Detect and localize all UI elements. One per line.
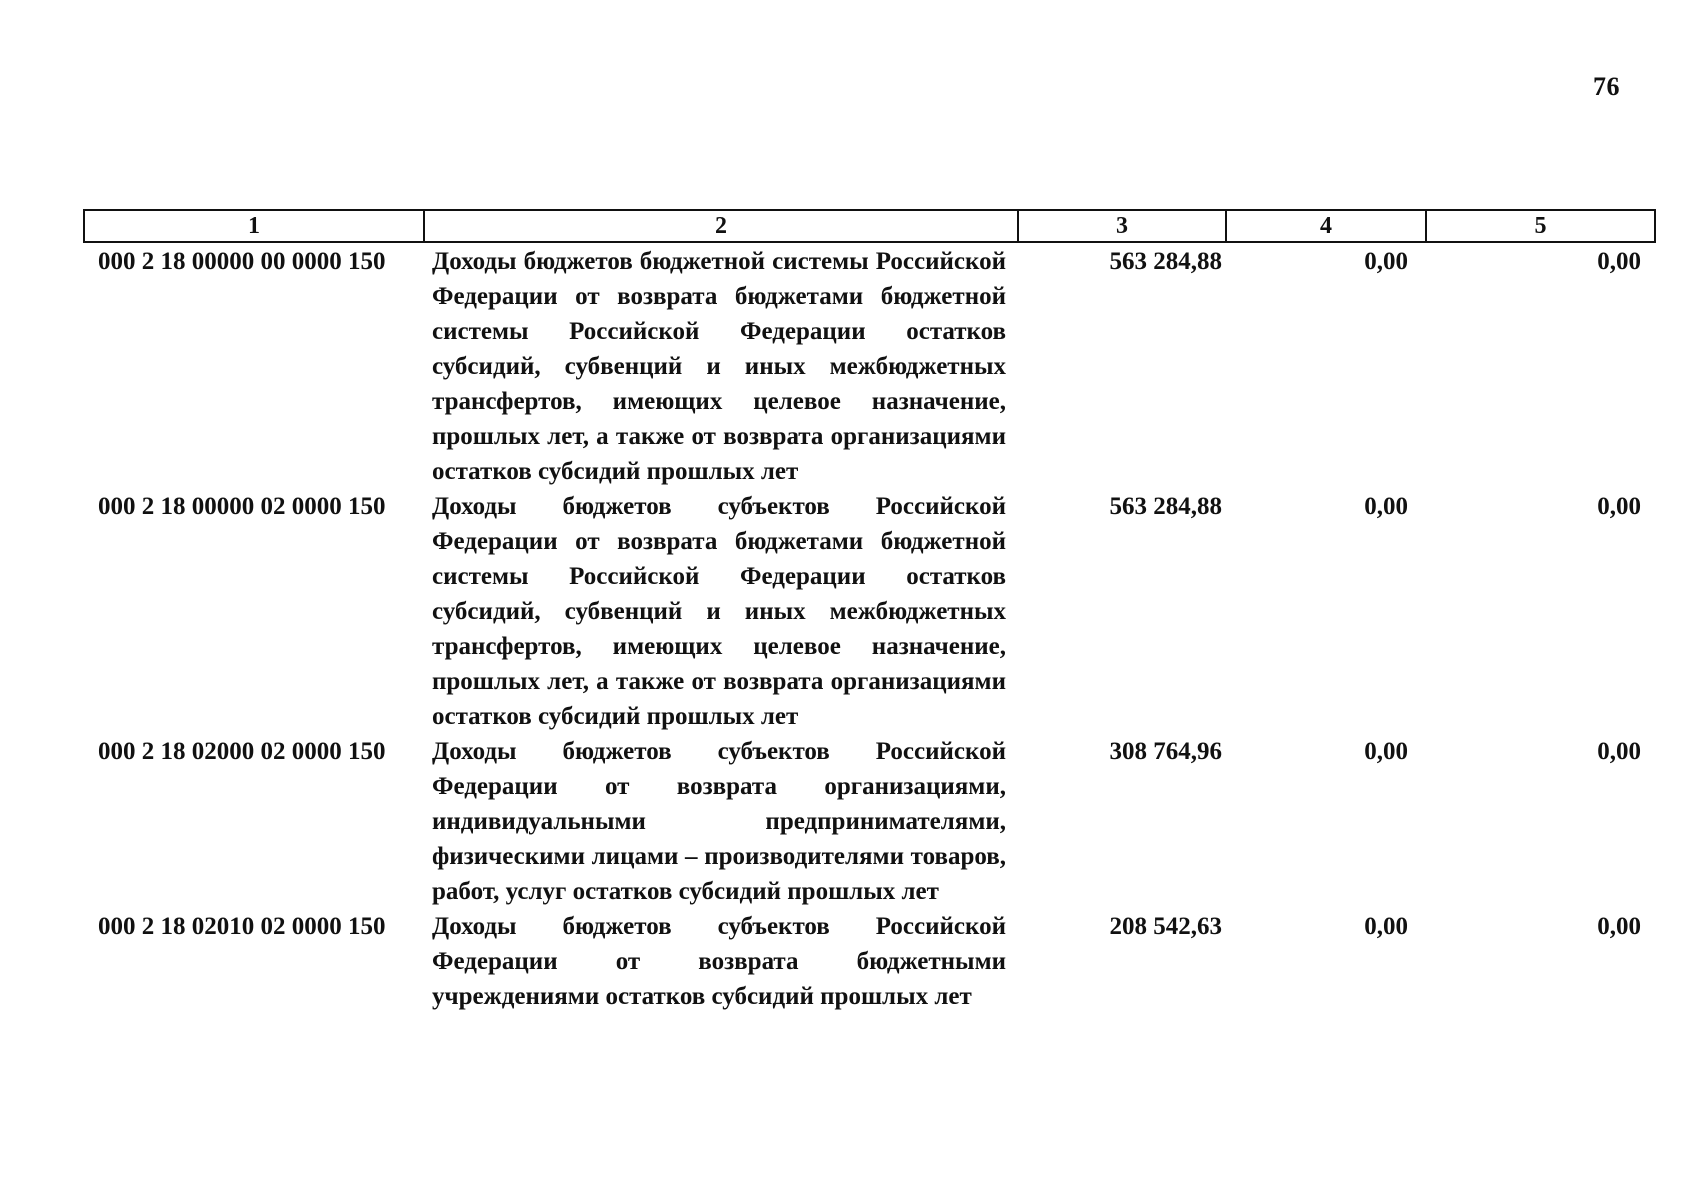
amount-col3-cell: 563 284,88	[1109, 493, 1222, 520]
page-number: 76	[1593, 72, 1620, 101]
amount-col5-cell: 0,00	[1597, 248, 1641, 275]
budget-income-table	[83, 209, 1656, 1014]
budget-code-cell: 000 2 18 02010 02 0000 150	[98, 913, 386, 940]
table-row	[84, 489, 1655, 734]
column-header-4: 4	[1226, 210, 1426, 242]
amount-col4-cell: 0,00	[1364, 913, 1408, 940]
description-cell: Доходы бюджетов субъектов Российской Федерации от возврата бюджетами бюджетной системы Российской Федерации остатков субсидий, субвенций и иных межбюджетных трансфертов, имеющих целевое назначение, прошлых лет, а также от возврата организациями остатков субсидий прошлых лет	[432, 493, 1006, 730]
amount-col3-cell: 563 284,88	[1109, 248, 1222, 275]
column-header-5: 5	[1426, 210, 1655, 242]
description-cell: Доходы бюджетов бюджетной системы Российской Федерации от возврата бюджетами бюджетной системы Российской Федерации остатков субсидий, субвенций и иных межбюджетных трансфертов, имеющих целевое назначение, прошлых лет, а также от возврата организациями остатков субсидий прошлых лет	[432, 248, 1006, 485]
amount-col3-cell: 308 764,96	[1109, 738, 1222, 765]
table-row	[84, 909, 1655, 1014]
budget-code-cell: 000 2 18 00000 02 0000 150	[98, 493, 386, 520]
amount-col5-cell: 0,00	[1597, 493, 1641, 520]
amount-col5-cell: 0,00	[1597, 738, 1641, 765]
column-header-3: 3	[1018, 210, 1226, 242]
column-header-1: 1	[84, 210, 424, 242]
table-row	[84, 734, 1655, 909]
column-header-2: 2	[424, 210, 1018, 242]
column-number-header-row	[84, 210, 1655, 242]
budget-code-cell: 000 2 18 00000 00 0000 150	[98, 248, 386, 275]
description-cell: Доходы бюджетов субъектов Российской Федерации от возврата бюджетными учреждениями остатков субсидий прошлых лет	[432, 913, 1006, 1010]
budget-code-cell: 000 2 18 02000 02 0000 150	[98, 738, 386, 765]
amount-col3-cell: 208 542,63	[1109, 913, 1222, 940]
description-cell: Доходы бюджетов субъектов Российской Федерации от возврата организациями, индивидуальными предпринимателями, физическими лицами – производителями товаров, работ, услуг остатков субсидий прошлых лет	[432, 738, 1006, 905]
amount-col4-cell: 0,00	[1364, 738, 1408, 765]
amount-col4-cell: 0,00	[1364, 493, 1408, 520]
amount-col4-cell: 0,00	[1364, 248, 1408, 275]
table-row	[84, 242, 1655, 489]
amount-col5-cell: 0,00	[1597, 913, 1641, 940]
